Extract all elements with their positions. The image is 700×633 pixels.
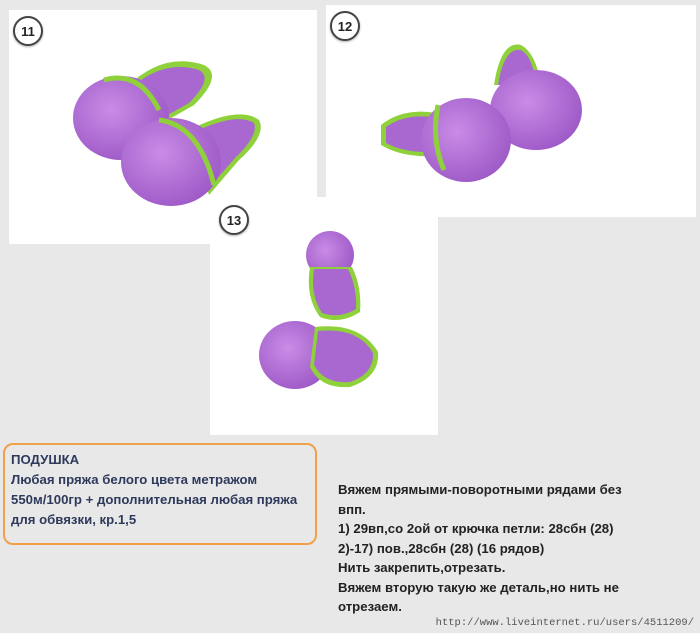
instruction-line: 1) 29вп,со 2ой от крючка петли: 28сбн (28) xyxy=(338,521,614,536)
info-line-3: для обвязки, кр.1,5 xyxy=(11,512,137,527)
materials-info-box xyxy=(3,443,317,545)
slippers-image-12 xyxy=(326,5,696,217)
instruction-line: 2)-17) пов.,28сбн (28) (16 рядов) xyxy=(338,540,545,556)
watermark-url: http://www.liveinternet.ru/users/4511209/ xyxy=(435,617,694,629)
instruction-line: отрезаем. xyxy=(338,599,402,614)
instruction-line: Вяжем вторую такую же деталь,но нить не xyxy=(338,579,619,595)
step-badge-11: 11 xyxy=(13,16,43,46)
instruction-line: Вяжем прямыми-поворотными рядами без xyxy=(338,482,622,497)
instructions-text xyxy=(338,480,698,617)
instruction-line: Нить закрепить,отрезать. xyxy=(338,560,506,575)
photo-step-13 xyxy=(210,197,438,435)
step-badge-12: 12 xyxy=(330,11,360,41)
info-line-1: Любая пряжа белого цвета метражом xyxy=(11,472,258,487)
instruction-line: впп. xyxy=(338,501,366,517)
info-title: ПОДУШКА xyxy=(11,452,80,467)
photo-step-12 xyxy=(326,5,696,217)
info-line-2: 550м/100гр + дополнительная любая пряжа xyxy=(11,492,298,507)
step-badge-13: 13 xyxy=(219,205,249,235)
slippers-image-13 xyxy=(210,197,438,435)
